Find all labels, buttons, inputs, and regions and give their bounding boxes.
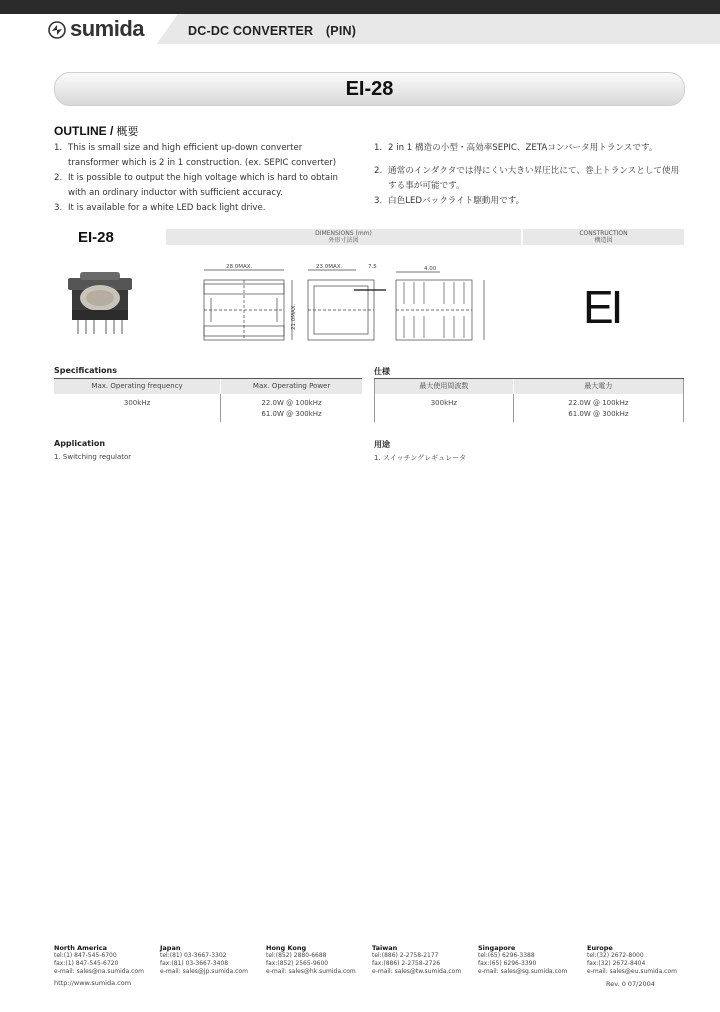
specifications-table-jp <box>374 378 684 422</box>
revision-label: Rev. 0 07/2004 <box>606 980 655 988</box>
outline-heading-en: OUTLINE / <box>54 124 114 138</box>
construction-header: CONSTRUCTION 構造図 <box>523 229 684 245</box>
table-header: 最大電力 <box>513 379 683 394</box>
front-view-drawing <box>204 264 297 340</box>
product-photo <box>66 268 136 340</box>
dim-height-label: 21.0MAX. <box>291 303 297 330</box>
office-taiwan: Taiwan tel:(886) 2-2758-2177 fax:(886) 2-2758-2726 e-mail: sales@tw.sumida.com <box>372 944 462 975</box>
website-link[interactable]: http://www.sumida.com <box>54 979 132 987</box>
title-banner <box>54 72 685 106</box>
application-label-jp: 用途 <box>374 440 390 449</box>
dimensions-header: DIMENSIONS (mm) 外形寸法図 <box>166 229 521 245</box>
frequency-value: 300kHz <box>430 398 458 407</box>
office-singapore: Singapore tel:(65) 6296-3388 fax:(65) 6296-3390 e-mail: sales@sg.sumida.com <box>478 944 568 975</box>
frequency-value: 300kHz <box>123 398 151 407</box>
dim-depth-label: 23.0MAX. <box>316 264 343 270</box>
power-values: 22.0W @ 100kHz 61.0W @ 300kHz <box>221 394 362 422</box>
product-label: EI-28 <box>78 229 114 246</box>
list-item: 1. 2 in 1 構造の小型・高効率SEPIC、ZETAコンバータ用トランスです。 <box>374 143 658 153</box>
construction-diagram: EI <box>583 281 621 333</box>
dimension-drawings <box>196 260 496 350</box>
outline-list-en <box>54 141 354 216</box>
office-hong-kong: Hong Kong tel:(852) 2880-6688 fax:(852) 2565-9600 e-mail: sales@hk.sumida.com <box>266 944 356 975</box>
specifications-label-jp: 仕様 <box>374 367 390 376</box>
outline-heading <box>54 123 138 139</box>
table-header: Max. Operating Power <box>221 379 362 394</box>
outline-list-jp <box>374 141 684 209</box>
dim-pin-label: 7.5 <box>368 264 377 270</box>
list-item: 3. It is available for a white LED back light drive. <box>54 203 266 213</box>
side-view-drawing <box>308 264 386 340</box>
sumida-logo-icon <box>48 21 66 39</box>
office-japan: Japan tel:(81) 03-3667-3302 fax:(81) 03-3667-3408 e-mail: sales@jp.sumida.com <box>160 944 248 975</box>
outline-heading-jp: 概要 <box>116 126 139 138</box>
dim-width-label: 28.0MAX. <box>226 264 253 270</box>
office-north-america: North America tel:(1) 847-545-6700 fax:(1) 847-545-6720 e-mail: sales@na.sumida.com <box>54 944 144 975</box>
application-item: 1. Switching regulator <box>54 453 132 461</box>
top-bar <box>0 0 720 14</box>
table-header: Max. Operating frequency <box>54 379 221 394</box>
brand-logo: sumida <box>70 16 145 41</box>
office-europe: Europe tel:(32) 2672-8000 fax:(32) 2672-8404 e-mail: sales@eu.sumida.com <box>587 944 677 975</box>
specifications-table-en <box>54 378 362 422</box>
table-header: 最大使用周波数 <box>375 379 514 394</box>
document-type: DC-DC CONVERTER (PIN) <box>188 24 357 38</box>
list-item: 2. 通常のインダクタでは得にくい大きい昇圧比にて、巻上トランスとして使用する事が可能です。 <box>374 166 680 191</box>
list-item: 3. 白色LEDバックライト駆動用です。 <box>374 196 525 206</box>
list-item: 2. It is possible to output the high voltage which is hard to obtain with an ordinary inductor with sufficient accuracy. <box>54 173 338 198</box>
list-item: 1. This is small size and high efficient up-down converter transformer which is 2 in 1 construction. (ex. SEPIC converter) <box>54 143 337 168</box>
power-values: 22.0W @ 100kHz 61.0W @ 300kHz <box>513 394 683 422</box>
product-title: EI-28 <box>345 78 394 100</box>
application-item-jp: 1. スイッチングレギュレータ <box>374 454 467 462</box>
dim-pitch-label: 4.00 <box>424 266 437 272</box>
bottom-view-drawing <box>396 266 484 340</box>
specifications-label: Specifications <box>54 366 117 375</box>
footer-contacts <box>54 944 694 984</box>
application-label: Application <box>54 439 106 448</box>
